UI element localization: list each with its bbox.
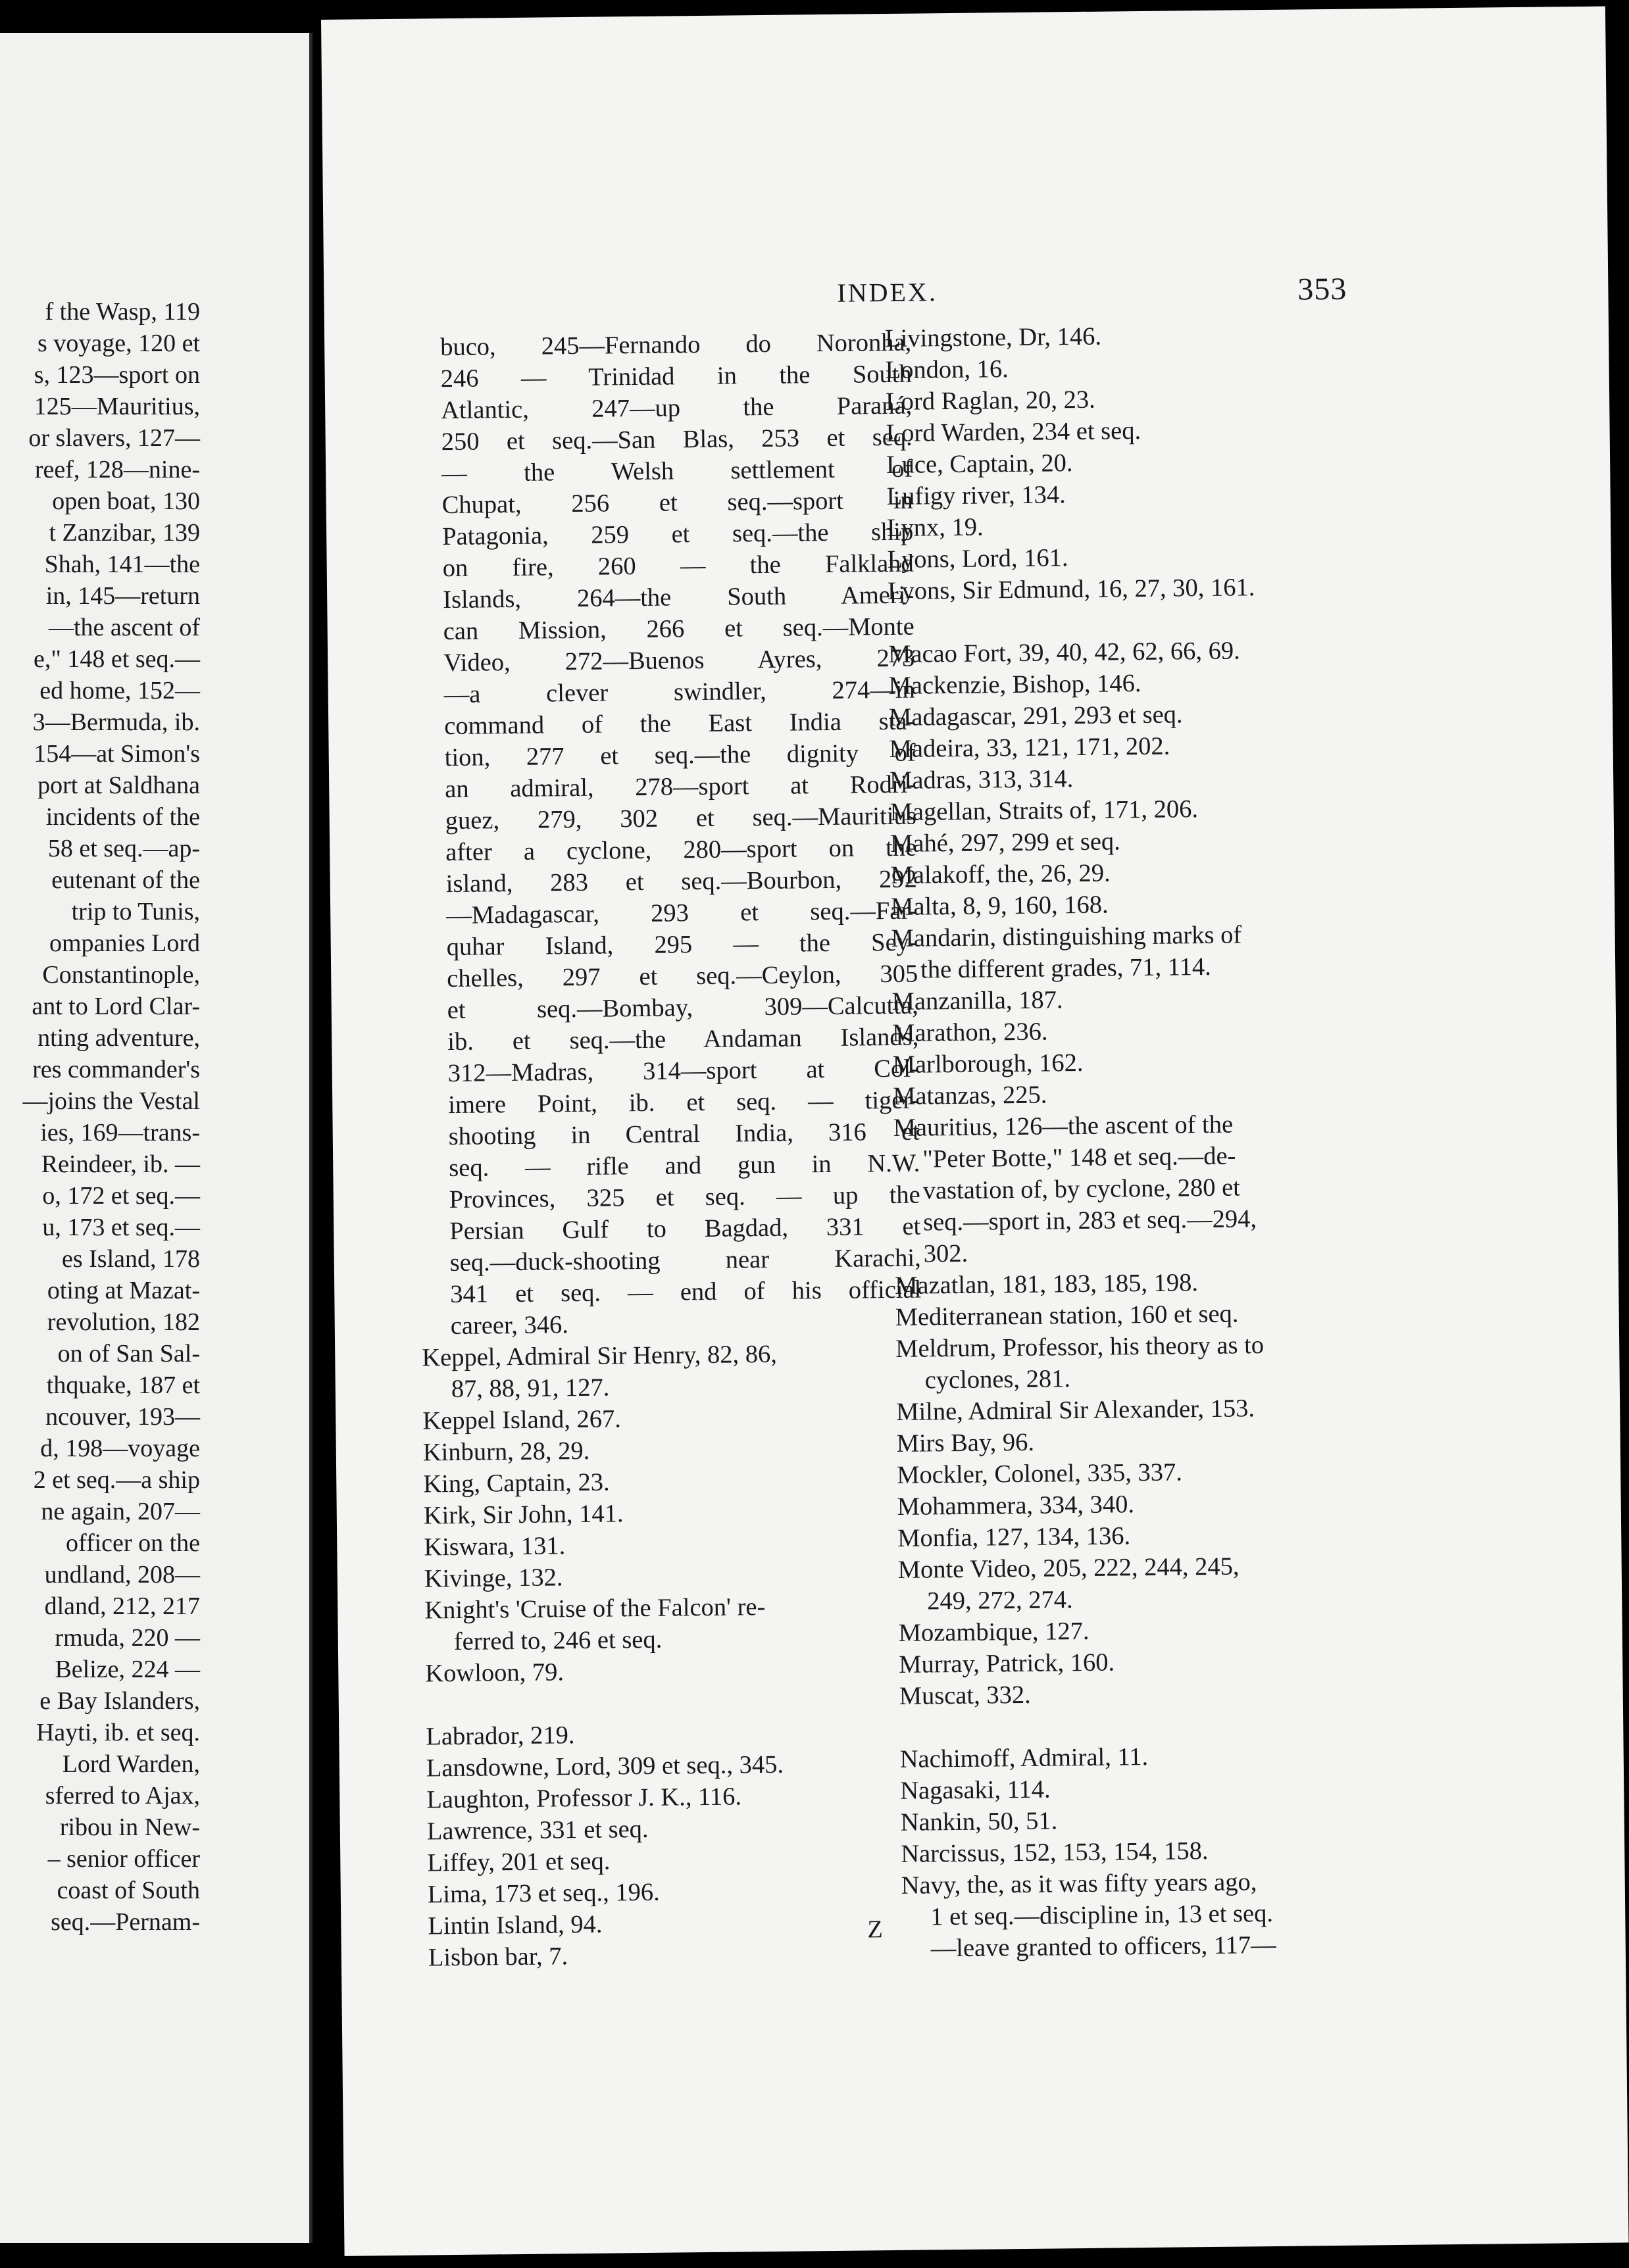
index-entry-line: Mackenzie, Bishop, 146. (888, 670, 1141, 701)
entry-gap (888, 602, 1388, 639)
left-page-line: in, 145—return (45, 582, 200, 610)
index-entry-line: command of the East India sta- (444, 707, 916, 741)
index-entry-line: Lyons, Lord, 161. (887, 544, 1068, 574)
index-entry-line: Patagonia, 259 et seq.—the ship (442, 518, 914, 551)
index-entry-line: Monfia, 127, 134, 136. (897, 1522, 1131, 1552)
left-page-line: Lord Warden, (62, 1750, 200, 1778)
index-entry-line: Nagasaki, 114. (900, 1775, 1051, 1805)
left-page-line: es Island, 178 (61, 1245, 200, 1273)
left-page-line: t Zanzibar, 139 (49, 519, 200, 547)
left-page-line: ies, 169—trans- (40, 1119, 200, 1146)
index-entry-line: Muscat, 332. (899, 1681, 1031, 1710)
left-page-line: Reindeer, ib. — (41, 1150, 200, 1178)
left-page-line: on of San Sal- (57, 1340, 200, 1368)
left-page-line: e," 148 et seq.— (34, 645, 200, 673)
index-entry-line: Lima, 173 et seq., 196. (427, 1878, 660, 1909)
index-entry-line: Marathon, 236. (891, 1018, 1048, 1047)
index-entry-line: Navy, the, as it was fifty years ago, (901, 1868, 1257, 1900)
index-entry-line: ferred to, 246 et seq. (453, 1625, 663, 1656)
index-entry-line: Lansdowne, Lord, 309 et seq., 345. (426, 1750, 784, 1783)
left-page-line: u, 173 et seq.— (42, 1214, 200, 1241)
index-entry-line: Lynx, 19. (886, 513, 984, 543)
index-entry-line: Malakoff, the, 26, 29. (890, 859, 1111, 890)
index-entry-line: Mauritius, 126—the ascent of the (893, 1110, 1234, 1142)
left-page-line: 3—Bermuda, ib. (32, 708, 200, 736)
left-page-line: o, 172 et seq.— (42, 1182, 200, 1210)
index-entry-line: Mazatlan, 181, 183, 185, 198. (894, 1269, 1199, 1300)
left-page-line: Hayti, ib. et seq. (36, 1719, 200, 1746)
index-entry-line: Lyons, Sir Edmund, 16, 27, 30, 161. (887, 574, 1255, 606)
index-entry-line: Kirk, Sir John, 141. (423, 1500, 624, 1530)
index-entry-line: London, 16. (885, 355, 1009, 385)
index-entry-line: Provinces, 325 et seq. — up the (449, 1181, 920, 1214)
left-page (0, 33, 313, 2243)
left-page-line: res commander's (32, 1056, 200, 1083)
index-entry-line: et seq.—Bombay, 309—Calcutta, (447, 991, 918, 1025)
index-entry-line: Livingstone, Dr, 146. (884, 322, 1102, 353)
index-entry-line: 87, 88, 91, 127. (451, 1373, 610, 1404)
index-entry-line: Narcissus, 152, 153, 154, 158. (901, 1837, 1209, 1868)
index-entry-line: Atlantic, 247—up the Paraná, (441, 391, 913, 425)
left-page-line: e Bay Islanders, (39, 1687, 200, 1715)
index-entry-line: 341 et seq. — end of his official (450, 1275, 922, 1309)
index-entry-line: Madeira, 33, 121, 171, 202. (889, 732, 1170, 764)
index-entry-line: Lord Warden, 234 et seq. (886, 416, 1141, 448)
index-entry-line: ib. et seq.—the Andaman Islands, (447, 1023, 919, 1056)
index-entry-line: Islands, 264—the South Ameri- (443, 581, 915, 614)
left-page-line: ne again, 207— (41, 1498, 200, 1525)
index-entry-line: seq. — rifle and gun in N.W. (449, 1149, 920, 1183)
left-page-line: s voyage, 120 et (38, 330, 200, 357)
index-entry-line: Lisbon bar, 7. (428, 1942, 568, 1972)
index-entry-line: Marlborough, 162. (892, 1048, 1084, 1079)
index-entry-line: buco, 245—Fernando do Noronha, (440, 328, 912, 362)
index-entry-line: tion, 277 et seq.—the dignity of (444, 739, 916, 772)
index-entry-line: island, 283 et seq.—Bourbon, 292 (445, 865, 917, 899)
index-entry-line: Video, 272—Buenos Ayres, 273 (443, 644, 915, 678)
left-page-line: Constantinople, (42, 961, 200, 989)
index-entry-line: Knight's 'Cruise of the Falcon' re- (424, 1593, 766, 1625)
index-entry-line: Laughton, Professor J. K., 116. (426, 1783, 742, 1814)
index-entry-line: King, Captain, 23. (423, 1468, 610, 1498)
index-entry-line: shooting in Central India, 316 et (448, 1118, 920, 1151)
left-page-line: – senior officer (47, 1845, 200, 1873)
left-page-line: coast of South (57, 1877, 200, 1904)
index-entry-line: Murray, Patrick, 160. (899, 1648, 1115, 1679)
index-entry-line: Lawrence, 331 et seq. (426, 1815, 649, 1846)
index-entry-line: Madras, 313, 314. (889, 765, 1074, 795)
left-page-line: s, 123—sport on (34, 361, 200, 389)
index-entry-line: Chupat, 256 et seq.—sport in (441, 486, 913, 520)
index-entry-line: Persian Gulf to Bagdad, 331 et (449, 1212, 921, 1246)
index-entry-line: Luce, Captain, 20. (886, 449, 1073, 480)
index-entry-line: Malta, 8, 9, 160, 168. (890, 891, 1109, 922)
index-entry-line: —leave granted to officers, 117— (930, 1931, 1276, 1963)
index-entry-line: Matanzas, 225. (892, 1081, 1047, 1110)
index-entry-line: quhar Island, 295 — the Sey- (446, 928, 918, 962)
right-page (321, 7, 1628, 2256)
left-page-line: —the ascent of (48, 614, 200, 641)
left-page-line: 58 et seq.—ap- (47, 835, 200, 862)
index-entry-line: Keppel, Admiral Sir Henry, 82, 86, (422, 1340, 778, 1372)
index-entry-line: Mandarin, distinguishing marks of (891, 921, 1242, 952)
index-entry-line: Mohammera, 334, 340. (897, 1491, 1135, 1521)
index-entry-line: —Madagascar, 293 et seq.—Far- (446, 897, 918, 930)
index-entry-line: 249, 272, 274. (927, 1586, 1073, 1615)
index-entry-line: 1 et seq.—discipline in, 13 et seq. (930, 1900, 1274, 1931)
left-page-line: Belize, 224 — (55, 1656, 200, 1683)
index-entry-line: an admiral, 278—sport at Rodri- (445, 770, 916, 804)
left-page-line: thquake, 187 et (46, 1371, 200, 1399)
index-entry-line: chelles, 297 et seq.—Ceylon, 305 (447, 960, 918, 993)
index-column-left (411, 327, 928, 1974)
left-page-line: port at Saldhana (38, 772, 200, 799)
index-entry-line: guez, 279, 302 et seq.—Mauritius (445, 802, 916, 835)
index-entry-line: Kowloon, 79. (425, 1658, 564, 1688)
entry-gap (426, 1685, 926, 1721)
index-entry-line: Kinburn, 28, 29. (422, 1437, 590, 1467)
index-entry-line: cyclones, 281. (924, 1365, 1071, 1394)
entry-gap (899, 1707, 1399, 1744)
left-page-line: undland, 208— (44, 1561, 200, 1589)
index-entry-line: Monte Video, 205, 222, 244, 245, (897, 1552, 1240, 1584)
left-page-line: ant to Lord Clar- (32, 993, 200, 1020)
left-page-line: ed home, 152— (39, 677, 200, 704)
index-entry-line: —a clever swindler, 274—in (443, 676, 915, 709)
left-page-line: sferred to Ajax, (45, 1782, 200, 1810)
index-entry-line: — the Welsh settlement of (441, 455, 913, 488)
left-page-line: revolution, 182 (47, 1308, 200, 1336)
index-entry-line: Mockler, Colonel, 335, 337. (897, 1458, 1183, 1489)
index-entry-line: seq.—sport in, 283 et seq.—294, (922, 1205, 1257, 1237)
left-page-line: officer on the (66, 1529, 200, 1557)
left-page-line: 2 et seq.—a ship (33, 1466, 200, 1494)
index-entry-line: Lufigy river, 134. (886, 481, 1066, 511)
index-entry-line: Manzanilla, 187. (891, 986, 1063, 1016)
index-entry-line: Mirs Bay, 96. (896, 1428, 1035, 1458)
index-entry-line: 312—Madras, 314—sport at Col- (447, 1054, 919, 1088)
left-page-line: oting at Mazat- (47, 1277, 200, 1304)
index-entry-line: career, 346. (450, 1311, 569, 1341)
index-entry-line: Labrador, 219. (426, 1721, 575, 1751)
index-entry-line: seq.—duck-shooting near Karachi, (449, 1244, 921, 1277)
left-page-line: or slavers, 127— (28, 424, 200, 452)
left-page-line: open boat, 130 (52, 487, 200, 515)
index-entry-line: Lord Raglan, 20, 23. (885, 385, 1095, 416)
left-page-line: nting adventure, (38, 1024, 200, 1052)
left-page-line: rmuda, 220 — (55, 1624, 200, 1652)
page-number: 353 (1297, 271, 1347, 307)
index-entry-line: Kivinge, 132. (424, 1564, 563, 1593)
index-entry-line: Magellan, Straits of, 171, 206. (890, 795, 1199, 827)
left-page-text-column (22, 296, 200, 1938)
index-entry-line: Meldrum, Professor, his theory as to (895, 1331, 1265, 1363)
left-page-line: Shah, 141—the (44, 551, 200, 578)
index-entry-line: Mozambique, 127. (898, 1617, 1090, 1647)
left-page-line: d, 198—voyage (40, 1435, 200, 1462)
index-entry-line: on fire, 260 — the Falkland (442, 549, 914, 583)
index-entry-line: Madagascar, 291, 293 et seq. (888, 701, 1183, 732)
index-entry-line: Nachimoff, Admiral, 11. (899, 1742, 1149, 1773)
left-page-line: trip to Tunis, (71, 898, 200, 925)
left-page-line: 154—at Simon's (34, 740, 200, 768)
signature-mark: Z (867, 1915, 883, 1944)
index-entry-line: Keppel Island, 267. (422, 1405, 622, 1435)
index-entry-line: the different grades, 71, 114. (920, 952, 1211, 984)
index-entry-line: "Peter Botte," 148 et seq.—de- (922, 1142, 1236, 1173)
index-entry-line: Macao Fort, 39, 40, 42, 62, 66, 69. (888, 637, 1241, 669)
index-entry-line: 246 — Trinidad in the South (440, 360, 912, 393)
left-page-line: ncouver, 193— (45, 1403, 200, 1431)
index-entry-line: Kiswara, 131. (424, 1532, 566, 1562)
index-entry-line: imere Point, ib. et seq. — tiger- (448, 1086, 920, 1120)
index-column-right (885, 318, 1402, 1965)
index-entry-line: Milne, Admiral Sir Alexander, 153. (895, 1394, 1255, 1426)
index-entry-line: Lintin Island, 94. (428, 1910, 603, 1940)
left-page-line: ompanies Lord (49, 929, 200, 957)
left-page-line: reef, 128—nine- (34, 456, 200, 483)
index-entry-line: can Mission, 266 et seq.—Monte (443, 612, 915, 646)
left-page-line: ribou in New- (59, 1813, 200, 1841)
left-page-line: —joins the Vestal (22, 1087, 200, 1115)
index-entry-line: vastation of, by cyclone, 280 et (922, 1173, 1241, 1205)
index-entry-line: Nankin, 50, 51. (900, 1807, 1058, 1837)
index-entry-line: 302. (923, 1239, 968, 1268)
index-entry-line: after a cyclone, 280—sport on the (445, 833, 917, 867)
left-page-line: dland, 212, 217 (44, 1592, 200, 1620)
left-page-line: incidents of the (45, 803, 200, 831)
index-entry-line: Liffey, 201 et seq. (427, 1847, 611, 1877)
index-entry-line: Mahé, 297, 299 et seq. (890, 827, 1121, 858)
left-page-line: seq.—Pernam- (51, 1908, 200, 1936)
left-page-line: 125—Mauritius, (34, 393, 200, 420)
running-head: INDEX. (837, 277, 938, 308)
index-entry-line: 250 et seq.—San Blas, 253 et seq. (441, 423, 913, 456)
left-page-line: f the Wasp, 119 (45, 298, 200, 326)
left-page-line: eutenant of the (51, 866, 200, 894)
index-entry-line: Mediterranean station, 160 et seq. (895, 1300, 1239, 1331)
